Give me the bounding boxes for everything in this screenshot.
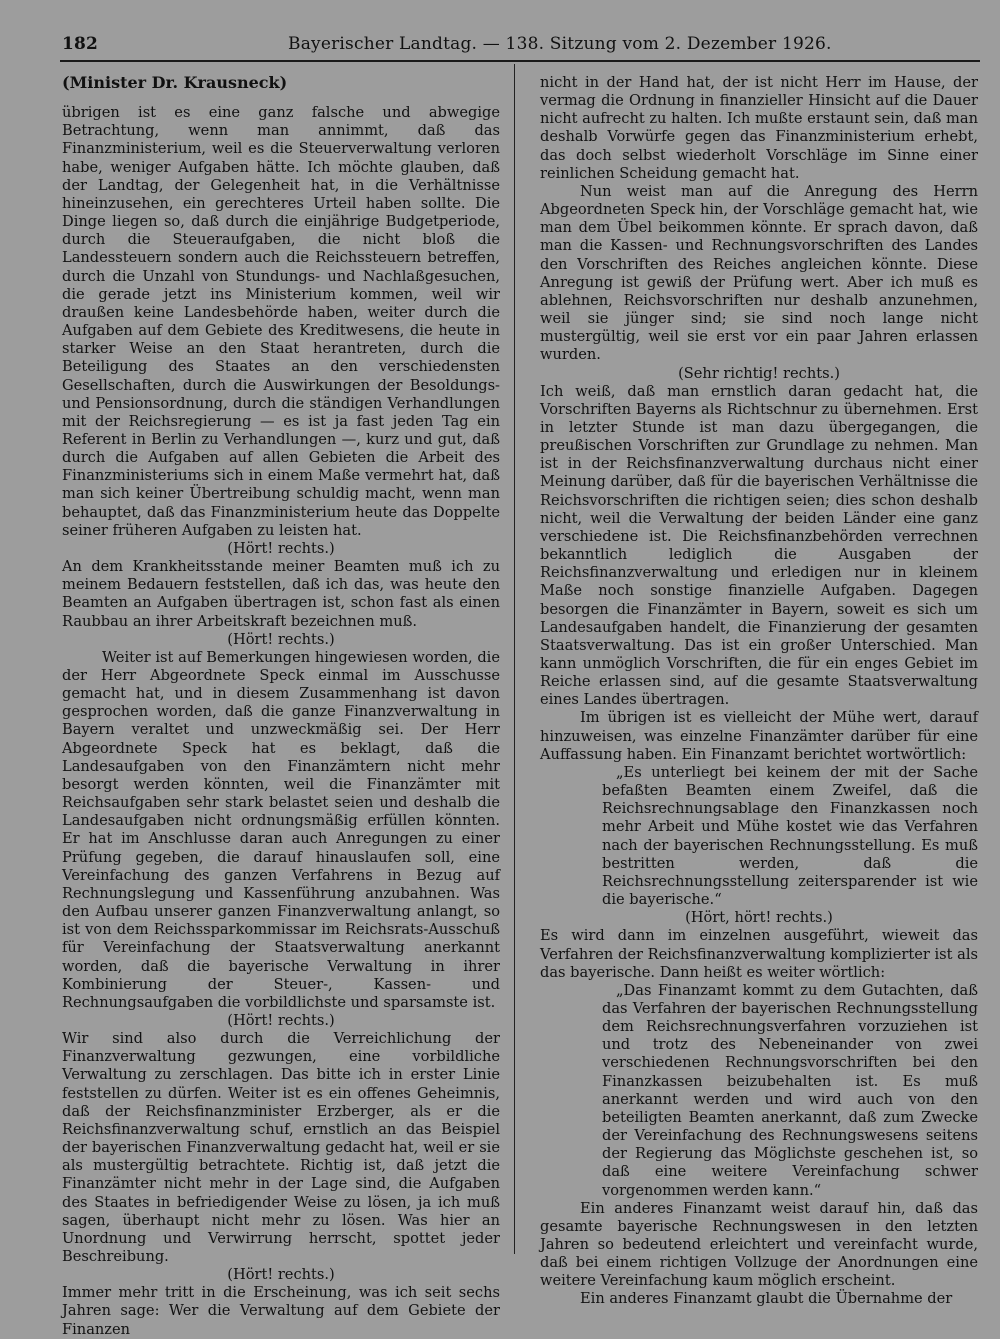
interjection: (Hört! rechts.) (227, 1011, 335, 1029)
column-divider (514, 64, 515, 1254)
paragraph: übrigen ist es eine ganz falsche und abwegige Betrachtung, wenn man annimmt, daß das Finanzministerium, weil es die Steuerverwaltung verloren habe, weniger Aufgaben hätte. Ich möchte glauben, daß der Landtag, der Gelegenheit hat, in die Verhältnisse hineinzusehen, ein gerechteres Urteil haben sollte. Die Dinge liegen so, daß durch die einjährige Budgetperiode, durch die Steueraufgaben, die nicht bloß die Landessteuern sondern auch die Reichssteuern betreffen, durch die Unzahl von Stundungs- und Nachlaßgesuchen, die gerade jetzt ins Ministerium kommen, weil wir draußen keine Landesbehörde haben, weiter durch die Aufgaben auf dem Gebiete des Kreditwesens, die heute in starker Weise an den Staat herantreten, durch die Beteiligung des Staates an den verschiedensten Gesellschaften, durch die Auswirkungen der Besoldungs- und Pensionsordnung, durch die ständigen Verhandlungen mit der Reichsregierung — es ist ja fast jeden Tag ein Referent in Berlin zu Verhandlungen —, kurz und gut, daß durch die Aufgaben auf allen Gebieten die Arbeit des Finanzministeriums sich in einem Maße vermehrt hat, daß man sich keiner Übertreibung schuldig macht, wenn man behauptet, daß das Finanzministerium heute das Doppelte seiner früheren Aufgaben zu leisten hat. (62, 104, 500, 539)
quotation-text: „Es unterliegt bei keinem der mit der Sache befaßten Beamten einem Zweifel, daß die Reichsrechnungsablage den Finanzkassen noch mehr Arbeit und Mühe kostet wie das Verfahren nach der bayerischen Rechnungsstellung. Es muß bestritten werden, daß die Reichsrechnungsstellung zeitersparender ist wie die bayerische.“ (602, 763, 978, 909)
quotation (602, 764, 978, 909)
page-number: 182 (62, 34, 99, 54)
interjection: (Sehr richtig! rechts.) (678, 364, 840, 382)
paragraph: An dem Krankheitsstande meiner Beamten muß ich zu meinem Bedauern feststellen, daß ich das, was heute den Beamten an Aufgaben übertragen ist, schon fast als einen Raubbau an ihrer Arbeitskraft bezeichnen muß. (62, 558, 500, 630)
interjection: (Hört! rechts.) (227, 630, 335, 648)
right-column (540, 74, 978, 1309)
speaker-label: (Minister Dr. Krausneck) (62, 73, 288, 92)
interjection: (Hört, hört! rechts.) (685, 909, 833, 927)
quotation (602, 982, 978, 1200)
header-rule (60, 60, 980, 62)
paragraph: Ein anderes Finanzamt glaubt die Übernahme der (580, 1290, 953, 1308)
running-title: Bayerischer Landtag. — 138. Sitzung vom 2. Dezember 1926. (288, 34, 832, 54)
paragraph: Nun weist man auf die Anregung des Herrn Abgeordneten Speck hin, der Vorschläge gemacht hat, wie man dem Übel beikommen könnte. Er sprach davon, daß man die Kassen- und Rechnungsvorschriften des Landes den Vorschriften des Reiches angleichen könnte. Diese Anregung ist gewiß der Prüfung wert. Aber ich muß es ablehnen, Reichsvorschriften nur deshalb anzunehmen, weil sie jünger sind; sie sind noch lange nicht mustergültig, weil sie erst vor ein paar Jahren erlassen wurden. (540, 182, 978, 364)
paragraph: Im übrigen ist es vielleicht der Mühe wert, darauf hinzuweisen, was einzelne Finanzämter darüber für eine Auffassung haben. Ein Finanzamt berichtet wortwörtlich: (540, 709, 978, 763)
interjection: (Hört! rechts.) (227, 1266, 335, 1284)
interjection: (Hört! rechts.) (227, 539, 335, 557)
paragraph: Weiter ist auf Bemerkungen hingewiesen worden, die der Herr Abgeordnete Speck einmal im Ausschusse gemacht hat, und in diesem Zusammenhang ist davon gesprochen worden, daß die ganze Finanzverwaltung in Bayern veraltet und unzweckmäßig sei. Der Herr Abgeordnete Speck hat es beklagt, daß die Landesaufgaben von den Finanzämtern nicht mehr besorgt werden könnten, weil die Finanzämter mit Reichsaufgaben sehr stark belastet seien und deshalb die Landesaufgaben nicht ordnungsmäßig erfüllen könnten. Er hat im Anschlusse daran auch Anregungen zu einer Prüfung gegeben, die darauf hinauslaufen soll, eine Vereinfachung des ganzen Verfahrens in Bezug auf Rechnungslegung und Kassenführung anzubahnen. Was den Aufbau unserer ganzen Finanzverwaltung anlangt, so ist von dem Reichssparkommissar im Reichsrats-Ausschuß für Vereinfachung der Staatsverwaltung anerkannt worden, daß die bayerische Verwaltung in ihrer Kombinierung der Steuer-, Kassen- und Rechnungsaufgaben die vorbildlichste und sparsamste ist. (62, 648, 500, 1011)
paragraph: Wir sind also durch die Verreichlichung der Finanzverwaltung gezwungen, eine vorbildliche Verwaltung zu zerschlagen. Das bitte ich in erster Linie feststellen zu dürfen. Weiter ist es ein offenes Geheimnis, daß der Reichsfinanzminister Erzberger, als er die Reichsfinanzverwaltung schuf, ernstlich an das Beispiel der bayerischen Finanzverwaltung gedacht hat, weil er sie als mustergültig betrachtete. Richtig ist, daß jetzt die Finanzämter nicht mehr in der Lage sind, die Aufgaben des Staates in befriedigender Weise zu lösen, ja ich muß sagen, überhaupt nicht mehr zu lösen. Was hier an Unordnung und Verwirrung herrscht, spottet jeder Beschreibung. (62, 1030, 500, 1265)
paragraph: Immer mehr tritt in die Erscheinung, was ich seit sechs Jahren sage: Wer die Verwaltung auf dem Gebiete der Finanzen (62, 1284, 500, 1338)
left-column (62, 74, 500, 1339)
paragraph: Ein anderes Finanzamt weist darauf hin, daß das gesamte bayerische Rechnungswesen in den letzten Jahren so bedeutend erleichtert und vereinfacht wurde, daß bei einem richtigen Vollzuge der Anordnungen eine weitere Vereinfachung kaum möglich erscheint. (540, 1199, 978, 1290)
page-header (62, 34, 957, 56)
quotation-text: „Das Finanzamt kommt zu dem Gutachten, daß das Verfahren der bayerischen Rechnungsstellung dem Reichsrechnungsverfahren vorzuziehen ist und trotz des Nebeneinander von zwei verschiedenen Rechnungsvorschriften bei den Finanzkassen beizubehalten ist. Es muß anerkannt werden und wird auch von den beteiligten Beamten anerkannt, daß zum Zwecke der Vereinfachung des Rechnungswesens seitens der Regierung das Möglichste geschehen ist, so daß eine weitere Vereinfachung schwer vorgenommen werden kann.“ (602, 981, 978, 1199)
paragraph: Ich weiß, daß man ernstlich daran gedacht hat, die Vorschriften Bayerns als Richtschnur zu übernehmen. Erst in letzter Stunde ist man dazu übergegangen, die preußischen Vorschriften zur Grundlage zu nehmen. Man ist in der Reichsfinanzverwaltung durchaus nicht einer Meinung darüber, daß für die bayerischen Verhältnisse die Reichsvorschriften die richtigen seien; dies schon deshalb nicht, weil die Verwaltung der beiden Länder eine ganz verschiedene ist. Die Reichsfinanzbehörden verrechnen bekanntlich lediglich die Ausgaben der Reichsfinanzverwaltung und erledigen nur in kleinem Maße noch sonstige finanzielle Aufgaben. Dagegen besorgen die Finanzämter in Bayern, soweit es sich um Landesaufgaben handelt, die Finanzierung der gesamten Staatsverwaltung. Das ist ein großer Unterschied. Man kann unmöglich Vorschriften, die für ein enges Gebiet im Reiche erlassen sind, auf die gesamte Staatsverwaltung eines Landes übertragen. (540, 382, 978, 709)
paragraph: nicht in der Hand hat, der ist nicht Herr im Hause, der vermag die Ordnung in finanzieller Hinsicht auf die Dauer nicht aufrecht zu halten. Ich mußte erstaunt sein, daß man deshalb Vorwürfe gegen das Finanzministerium erhebt, das doch selbst wiederholt Vorschläge im Sinne einer reinlichen Scheidung gemacht hat. (540, 74, 978, 182)
paragraph: Es wird dann im einzelnen ausgeführt, wieweit das Verfahren der Reichsfinanzverwaltung komplizierter ist als das bayerische. Dann heißt es weiter wörtlich: (540, 927, 978, 981)
